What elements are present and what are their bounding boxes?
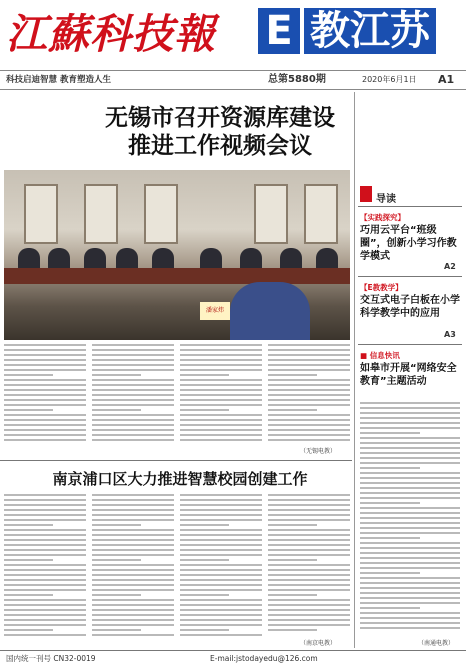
text-line-placeholder xyxy=(268,499,350,501)
text-line-placeholder xyxy=(360,487,460,489)
text-line-placeholder xyxy=(92,554,174,556)
text-line-placeholder xyxy=(360,537,420,539)
supplement-title-rest: 教江苏 xyxy=(304,8,436,54)
text-line-placeholder xyxy=(180,564,262,566)
text-line-placeholder xyxy=(180,549,262,551)
text-line-placeholder xyxy=(268,559,317,561)
text-line-placeholder xyxy=(92,509,174,511)
text-line-placeholder xyxy=(4,394,86,396)
text-line-placeholder xyxy=(268,494,350,496)
text-line-placeholder xyxy=(360,627,460,629)
text-line-placeholder xyxy=(92,589,174,591)
text-line-placeholder xyxy=(4,599,86,601)
text-line-placeholder xyxy=(360,577,460,579)
footer-email: E-mail:jstodayedu@126.com xyxy=(210,654,318,663)
footer-publish-number: 国内统一刊号 CN32-0019 xyxy=(6,654,96,663)
text-line-placeholder xyxy=(180,539,262,541)
main-headline xyxy=(60,104,380,160)
photo-window xyxy=(254,184,288,244)
news-flash-byline: （南通电教） xyxy=(418,640,455,647)
text-line-placeholder xyxy=(180,609,262,611)
text-line-placeholder xyxy=(180,504,262,506)
text-line-placeholder xyxy=(92,619,174,621)
main-headline-line2: 推进工作视频会议 xyxy=(128,133,312,159)
text-line-placeholder xyxy=(4,409,53,411)
text-line-placeholder xyxy=(92,389,174,391)
text-line-placeholder xyxy=(180,359,262,361)
text-line-placeholder xyxy=(180,584,262,586)
text-line-placeholder xyxy=(268,359,350,361)
text-line-placeholder xyxy=(92,399,174,401)
text-line-placeholder xyxy=(268,369,350,371)
text-line-placeholder xyxy=(4,359,86,361)
text-line-placeholder xyxy=(92,394,174,396)
photo-window xyxy=(24,184,58,244)
text-line-placeholder xyxy=(92,539,174,541)
text-line-placeholder xyxy=(92,439,174,441)
main-article-col-4 xyxy=(268,344,350,444)
text-line-placeholder xyxy=(92,354,174,356)
text-line-placeholder xyxy=(268,549,350,551)
text-line-placeholder xyxy=(360,597,460,599)
text-line-placeholder xyxy=(92,384,174,386)
second-article-col-1 xyxy=(4,494,86,639)
text-line-placeholder xyxy=(268,599,350,601)
text-line-placeholder xyxy=(180,429,262,431)
text-line-placeholder xyxy=(360,492,460,494)
text-line-placeholder xyxy=(268,609,350,611)
footer xyxy=(0,650,466,669)
text-line-placeholder xyxy=(268,569,350,571)
text-line-placeholder xyxy=(268,584,350,586)
text-line-placeholder xyxy=(268,404,350,406)
text-line-placeholder xyxy=(360,442,460,444)
text-line-placeholder xyxy=(268,574,350,576)
text-line-placeholder xyxy=(180,599,262,601)
sidebar-item-title[interactable]: 交互式电子白板在小学科学教学中的应用 xyxy=(360,295,460,319)
text-line-placeholder xyxy=(92,599,174,601)
sidebar-divider-line xyxy=(358,276,462,277)
text-line-placeholder xyxy=(268,374,317,376)
text-line-placeholder xyxy=(268,529,350,531)
text-line-placeholder xyxy=(92,569,174,571)
text-line-placeholder xyxy=(92,514,174,516)
text-line-placeholder xyxy=(92,429,174,431)
text-line-placeholder xyxy=(268,364,350,366)
text-line-placeholder xyxy=(92,609,174,611)
text-line-placeholder xyxy=(4,404,86,406)
text-line-placeholder xyxy=(360,427,460,429)
text-line-placeholder xyxy=(92,544,174,546)
text-line-placeholder xyxy=(180,354,262,356)
sidebar-item-title[interactable]: 巧用云平台“班级圈”，创新小学习作教学模式 xyxy=(360,225,457,262)
text-line-placeholder xyxy=(180,494,262,496)
text-line-placeholder xyxy=(92,349,174,351)
text-line-placeholder xyxy=(92,379,174,381)
text-line-placeholder xyxy=(92,494,174,496)
text-line-placeholder xyxy=(360,422,460,424)
text-line-placeholder xyxy=(180,409,229,411)
text-line-placeholder xyxy=(92,504,174,506)
text-line-placeholder xyxy=(92,424,174,426)
text-line-placeholder xyxy=(4,374,53,376)
text-line-placeholder xyxy=(4,344,86,346)
sidebar-item-page: A3 xyxy=(444,330,456,339)
sidebar-divider xyxy=(354,92,355,648)
text-line-placeholder xyxy=(268,389,350,391)
photo-speaker xyxy=(230,282,310,340)
text-line-placeholder xyxy=(92,564,174,566)
text-line-placeholder xyxy=(4,619,86,621)
text-line-placeholder xyxy=(360,542,460,544)
text-line-placeholder xyxy=(92,614,174,616)
sidebar-item-page: A2 xyxy=(444,262,456,271)
supplement-title xyxy=(258,8,430,60)
text-line-placeholder xyxy=(360,477,460,479)
text-line-placeholder xyxy=(268,614,350,616)
text-line-placeholder xyxy=(92,594,141,596)
text-line-placeholder xyxy=(92,419,174,421)
text-line-placeholder xyxy=(4,529,86,531)
text-line-placeholder xyxy=(92,414,174,416)
text-line-placeholder xyxy=(180,389,262,391)
text-line-placeholder xyxy=(4,579,86,581)
text-line-placeholder xyxy=(92,409,141,411)
text-line-placeholder xyxy=(4,509,86,511)
text-line-placeholder xyxy=(4,424,86,426)
text-line-placeholder xyxy=(4,414,86,416)
text-line-placeholder xyxy=(180,394,262,396)
text-line-placeholder xyxy=(180,624,262,626)
text-line-placeholder xyxy=(360,582,460,584)
text-line-placeholder xyxy=(360,557,460,559)
text-line-placeholder xyxy=(4,589,86,591)
text-line-placeholder xyxy=(360,402,460,404)
second-article-col-2 xyxy=(92,494,174,639)
text-line-placeholder xyxy=(180,369,262,371)
text-line-placeholder xyxy=(268,434,350,436)
text-line-placeholder xyxy=(268,354,350,356)
text-line-placeholder xyxy=(360,622,460,624)
masthead xyxy=(0,0,466,68)
second-article-col-3 xyxy=(180,494,262,639)
text-line-placeholder xyxy=(268,344,350,346)
text-line-placeholder xyxy=(4,629,53,631)
text-line-placeholder xyxy=(360,562,460,564)
text-line-placeholder xyxy=(360,592,460,594)
main-article-col-3 xyxy=(180,344,262,444)
text-line-placeholder xyxy=(268,399,350,401)
text-line-placeholder xyxy=(268,564,350,566)
text-line-placeholder xyxy=(180,604,262,606)
text-line-placeholder xyxy=(180,554,262,556)
text-line-placeholder xyxy=(268,504,350,506)
main-article-col-2 xyxy=(92,344,174,444)
text-line-placeholder xyxy=(92,529,174,531)
text-line-placeholder xyxy=(180,384,262,386)
text-line-placeholder xyxy=(360,482,460,484)
text-line-placeholder xyxy=(4,384,86,386)
text-line-placeholder xyxy=(360,587,460,589)
text-line-placeholder xyxy=(360,457,460,459)
text-line-placeholder xyxy=(268,349,350,351)
text-line-placeholder xyxy=(180,424,262,426)
text-line-placeholder xyxy=(4,524,53,526)
text-line-placeholder xyxy=(92,549,174,551)
text-line-placeholder xyxy=(180,379,262,381)
text-line-placeholder xyxy=(360,417,460,419)
text-line-placeholder xyxy=(180,619,262,621)
guide-marker xyxy=(360,186,372,202)
text-line-placeholder xyxy=(4,634,86,636)
text-line-placeholder xyxy=(180,524,229,526)
text-line-placeholder xyxy=(92,629,141,631)
slogan: 科技启迪智慧 教育塑造人生 xyxy=(6,75,111,85)
text-line-placeholder xyxy=(180,439,262,441)
text-line-placeholder xyxy=(4,569,86,571)
text-line-placeholder xyxy=(180,544,262,546)
text-line-placeholder xyxy=(180,634,262,636)
second-article-byline: （南京电教） xyxy=(300,640,337,647)
text-line-placeholder xyxy=(4,559,53,561)
photo-window xyxy=(144,184,178,244)
text-line-placeholder xyxy=(180,344,262,346)
text-line-placeholder xyxy=(4,499,86,501)
text-line-placeholder xyxy=(180,569,262,571)
photo-table xyxy=(4,268,350,284)
text-line-placeholder xyxy=(360,412,460,414)
text-line-placeholder xyxy=(268,409,317,411)
text-line-placeholder xyxy=(180,414,262,416)
text-line-placeholder xyxy=(360,547,460,549)
text-line-placeholder xyxy=(268,589,350,591)
text-line-placeholder xyxy=(92,374,141,376)
text-line-placeholder xyxy=(4,429,86,431)
text-line-placeholder xyxy=(360,617,460,619)
photo-window xyxy=(84,184,118,244)
text-line-placeholder xyxy=(4,504,86,506)
text-line-placeholder xyxy=(180,534,262,536)
guide-title: 导读 xyxy=(376,194,396,205)
text-line-placeholder xyxy=(4,419,86,421)
text-line-placeholder xyxy=(180,509,262,511)
text-line-placeholder xyxy=(360,437,460,439)
text-line-placeholder xyxy=(268,579,350,581)
text-line-placeholder xyxy=(4,624,86,626)
text-line-placeholder xyxy=(4,354,86,356)
text-line-placeholder xyxy=(180,404,262,406)
text-line-placeholder xyxy=(268,554,350,556)
text-line-placeholder xyxy=(4,379,86,381)
text-line-placeholder xyxy=(4,544,86,546)
second-headline: 南京浦口区大力推进智慧校园创建工作 xyxy=(52,470,308,488)
text-line-placeholder xyxy=(92,499,174,501)
text-line-placeholder xyxy=(4,364,86,366)
text-line-placeholder xyxy=(180,519,262,521)
text-line-placeholder xyxy=(360,452,460,454)
news-flash-title: 如皋市开展“网络安全教育”主题活动 xyxy=(360,363,457,387)
text-line-placeholder xyxy=(180,614,262,616)
text-line-placeholder xyxy=(360,507,460,509)
text-line-placeholder xyxy=(180,364,262,366)
text-line-placeholder xyxy=(4,369,86,371)
text-line-placeholder xyxy=(360,497,460,499)
text-line-placeholder xyxy=(92,604,174,606)
text-line-placeholder xyxy=(268,619,350,621)
meeting-photo xyxy=(4,170,350,340)
text-line-placeholder xyxy=(4,604,86,606)
text-line-placeholder xyxy=(4,614,86,616)
text-line-placeholder xyxy=(360,572,420,574)
news-flash-body xyxy=(360,402,460,632)
text-line-placeholder xyxy=(360,612,460,614)
text-line-placeholder xyxy=(4,609,86,611)
text-line-placeholder xyxy=(268,379,350,381)
photo-window xyxy=(304,184,338,244)
divider xyxy=(0,460,352,461)
text-line-placeholder xyxy=(360,462,460,464)
text-line-placeholder xyxy=(92,404,174,406)
text-line-placeholder xyxy=(268,594,317,596)
text-line-placeholder xyxy=(4,584,86,586)
text-line-placeholder xyxy=(180,374,229,376)
sidebar-divider-line xyxy=(358,344,462,345)
issue-number: 总第5880期 xyxy=(268,74,326,85)
text-line-placeholder xyxy=(180,434,262,436)
text-line-placeholder xyxy=(268,624,350,626)
text-line-placeholder xyxy=(180,419,262,421)
text-line-placeholder xyxy=(268,514,350,516)
text-line-placeholder xyxy=(360,432,420,434)
text-line-placeholder xyxy=(180,559,229,561)
text-line-placeholder xyxy=(268,439,350,441)
sidebar-item-tag: 【实践探究】 xyxy=(360,213,405,222)
text-line-placeholder xyxy=(92,524,141,526)
text-line-placeholder xyxy=(4,539,86,541)
text-line-placeholder xyxy=(268,419,350,421)
text-line-placeholder xyxy=(92,344,174,346)
text-line-placeholder xyxy=(360,552,460,554)
text-line-placeholder xyxy=(4,399,86,401)
text-line-placeholder xyxy=(268,394,350,396)
supplement-title-e: E xyxy=(258,8,300,54)
text-line-placeholder xyxy=(180,349,262,351)
text-line-placeholder xyxy=(360,532,460,534)
text-line-placeholder xyxy=(360,607,420,609)
text-line-placeholder xyxy=(268,539,350,541)
text-line-placeholder xyxy=(180,589,262,591)
text-line-placeholder xyxy=(268,544,350,546)
text-line-placeholder xyxy=(180,574,262,576)
text-line-placeholder xyxy=(4,389,86,391)
main-article-byline: （无锡电教） xyxy=(300,448,337,455)
text-line-placeholder xyxy=(360,407,460,409)
newspaper-title: 江蘇科技報 xyxy=(6,10,216,58)
text-line-placeholder xyxy=(92,574,174,576)
text-line-placeholder xyxy=(4,549,86,551)
text-line-placeholder xyxy=(180,529,262,531)
text-line-placeholder xyxy=(92,359,174,361)
text-line-placeholder xyxy=(92,434,174,436)
text-line-placeholder xyxy=(360,527,460,529)
text-line-placeholder xyxy=(360,502,420,504)
text-line-placeholder xyxy=(268,524,317,526)
text-line-placeholder xyxy=(268,604,350,606)
guide-divider xyxy=(358,206,462,207)
text-line-placeholder xyxy=(92,534,174,536)
text-line-placeholder xyxy=(4,564,86,566)
main-headline-line1: 无锡市召开资源库建设 xyxy=(105,105,335,131)
text-line-placeholder xyxy=(180,514,262,516)
text-line-placeholder xyxy=(360,602,460,604)
text-line-placeholder xyxy=(180,399,262,401)
text-line-placeholder xyxy=(360,512,460,514)
issue-date: 2020年6月1日 xyxy=(362,75,417,84)
text-line-placeholder xyxy=(360,517,460,519)
text-line-placeholder xyxy=(268,424,350,426)
text-line-placeholder xyxy=(92,634,174,636)
photo-name-sign: 潘家炜 xyxy=(200,302,230,320)
text-line-placeholder xyxy=(268,429,350,431)
text-line-placeholder xyxy=(92,584,174,586)
text-line-placeholder xyxy=(4,439,86,441)
text-line-placeholder xyxy=(360,467,420,469)
text-line-placeholder xyxy=(92,559,141,561)
text-line-placeholder xyxy=(4,594,53,596)
text-line-placeholder xyxy=(180,579,262,581)
news-flash-tag: ■ 信息快讯 xyxy=(360,351,400,360)
text-line-placeholder xyxy=(180,499,262,501)
text-line-placeholder xyxy=(268,629,317,631)
text-line-placeholder xyxy=(92,579,174,581)
text-line-placeholder xyxy=(4,349,86,351)
text-line-placeholder xyxy=(268,534,350,536)
text-line-placeholder xyxy=(360,472,460,474)
sidebar-item-tag: 【E教教学】 xyxy=(360,283,403,292)
text-line-placeholder xyxy=(268,519,350,521)
text-line-placeholder xyxy=(4,519,86,521)
text-line-placeholder xyxy=(180,629,229,631)
text-line-placeholder xyxy=(4,534,86,536)
text-line-placeholder xyxy=(4,434,86,436)
text-line-placeholder xyxy=(268,509,350,511)
text-line-placeholder xyxy=(92,369,174,371)
text-line-placeholder xyxy=(4,554,86,556)
text-line-placeholder xyxy=(360,522,460,524)
page-number: A1 xyxy=(438,73,455,86)
second-article-col-4 xyxy=(268,494,350,634)
text-line-placeholder xyxy=(4,574,86,576)
text-line-placeholder xyxy=(268,414,350,416)
text-line-placeholder xyxy=(360,567,460,569)
info-bar xyxy=(0,70,466,90)
text-line-placeholder xyxy=(92,364,174,366)
text-line-placeholder xyxy=(4,494,86,496)
text-line-placeholder xyxy=(180,594,229,596)
text-line-placeholder xyxy=(268,384,350,386)
text-line-placeholder xyxy=(92,519,174,521)
text-line-placeholder xyxy=(360,447,460,449)
main-article-col-1 xyxy=(4,344,86,444)
text-line-placeholder xyxy=(92,624,174,626)
text-line-placeholder xyxy=(4,514,86,516)
